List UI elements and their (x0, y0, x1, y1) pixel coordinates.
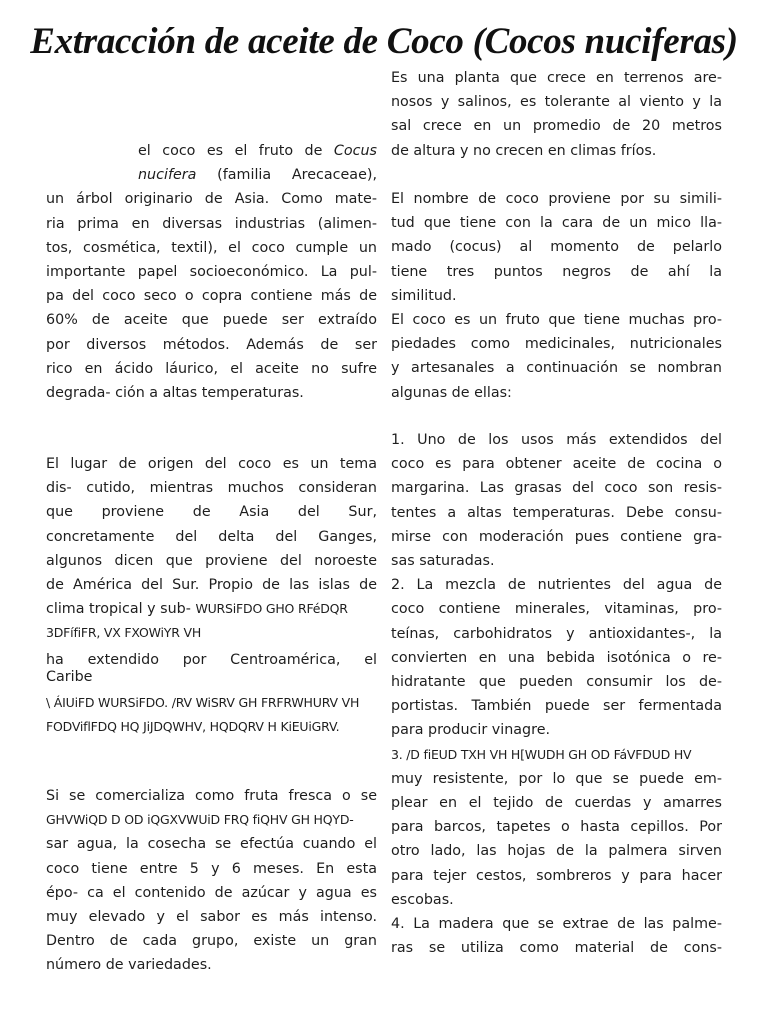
text-line: clima tropical y sub- WURSiFDO GHO RFéDQR (46, 601, 348, 618)
text-line: concretamente del delta del Ganges, (46, 528, 377, 545)
list-item-1-line: mirse con moderación pues contiene gra- (391, 528, 722, 545)
text-line: pa del coco seco o copra contiene más de (46, 288, 377, 305)
text-line: Dentro de cada grupo, existe un gran (46, 933, 377, 950)
list-item-3-line: para tejer cestos, sombreros y para hacer (391, 867, 722, 884)
list-item-3-line: otro lado, las hojas de la palmera sirven (391, 843, 722, 860)
paragraph-harvest (46, 784, 377, 978)
text-line: épo- ca el contenido de azúcar y agua es (46, 884, 377, 901)
text-line: nosos y salinos, es tolerante al viento y la (391, 94, 722, 111)
list-item-2-line: 2. La mezcla de nutrientes del agua de (391, 577, 722, 594)
text-line: nucifera (familia Arecaceae), (138, 167, 377, 184)
text-line: Caribe (46, 668, 93, 685)
list-item-4-line: 4. La madera que se extrae de las palme- (391, 916, 722, 933)
text-line: El nombre de coco proviene por su simili- (391, 191, 722, 207)
text-line: Si se comercializa como fruta fresca o se (46, 788, 377, 804)
left-column (46, 0, 377, 1024)
list-item-2-line: portistas. También puede ser fermentada (391, 698, 722, 715)
garbled-text-line: FODViflFDQ HQ JiJDQWHV, HQDQRV H KiEUiGRV. (46, 718, 340, 734)
list-item-2-line: convierten en una bebida isotónica o re- (391, 649, 722, 666)
text-line: importante papel socioeconómico. La pul- (46, 264, 377, 281)
paragraph-origin (46, 452, 377, 739)
text-line: un árbol originario de Asia. Como mate- (46, 191, 377, 208)
list-uses (391, 428, 722, 960)
list-item-2-line: coco contiene minerales, vitaminas, pro- (391, 601, 722, 618)
text-line: ha extendido por Centroamérica, el (46, 651, 377, 668)
text-line: 60% de aceite que puede ser extraído (46, 312, 377, 329)
text-line: algunas de ellas: (391, 384, 512, 401)
list-item-1-line: coco es para obtener aceite de cocina o (391, 456, 722, 473)
list-item-3-line: escobas. (391, 891, 454, 908)
text-line: mado (cocus) al momento de pelarlo (391, 239, 722, 256)
list-item-1-line: tentes a altas temperaturas. Debe consu- (391, 504, 722, 521)
page-title: Extracción de aceite de Coco (Cocos nuciferas) (30, 21, 738, 62)
text-line: y artesanales a continuación se nombran (391, 360, 722, 377)
text-line: algunos dicen que proviene del noroeste (46, 552, 377, 569)
garbled-text-line: 3DFífiFR, VX FXOWiYR VH (46, 625, 202, 641)
text-line: rico en ácido láurico, el aceite no sufre (46, 360, 377, 377)
garbled-text-line: \ ÁIUiFD WURSiFDO. /RV WiSRV GH FRFRWHURV VH (46, 694, 360, 710)
text-line: tos, cosmética, textil), el coco cumple un (46, 239, 377, 256)
text-line: sal crece en un promedio de 20 metros (391, 118, 722, 135)
garbled-text-line: 3. /D fiEUD TXH VH H[WUDH GH OD FáVFDUD HV (391, 746, 692, 762)
right-column (391, 0, 722, 1024)
list-item-1-line: margarina. Las grasas del coco son resis- (391, 480, 722, 497)
list-item-1-line: sas saturadas. (391, 553, 495, 570)
list-item-2-line: hidratante que pueden consumir los de- (391, 674, 722, 691)
paragraph-name-origin (391, 187, 722, 308)
text-line: piedades como medicinales, nutricionales (391, 336, 722, 353)
text-line: Es una planta que crece en terrenos are- (391, 70, 722, 86)
garbled-text-line: GHVWiQD D OD iQGXVWUiD FRQ fiQHV GH HQYD- (46, 812, 354, 828)
text-line: tiene tres puntos negros de ahí la (391, 263, 722, 280)
paragraph-properties (391, 308, 722, 405)
text-line: similitud. (391, 287, 457, 304)
list-item-2-line: para producir vinagre. (391, 722, 551, 739)
paragraph-coco-fruit (46, 139, 377, 405)
text-line: de altura y no crecen en climas fríos. (391, 142, 657, 159)
list-item-3-line: plear en el tejido de cuerdas y amarres (391, 795, 722, 812)
text-line: muy elevado y el sabor es más intenso. (46, 909, 377, 926)
text-line: tud que tiene con la cara de un mico lla- (391, 215, 722, 232)
text-line: coco tiene entre 5 y 6 meses. En esta (46, 860, 377, 877)
text-line: degrada- ción a altas temperaturas. (46, 385, 304, 402)
text-line: de América del Sur. Propio de las islas de (46, 577, 377, 594)
text-line: sar agua, la cosecha se efectúa cuando el (46, 836, 377, 853)
text-line: que proviene de Asia del Sur, (46, 504, 377, 521)
text-line: por diversos métodos. Además de ser (46, 336, 377, 353)
list-item-4-line: ras se utiliza como material de cons- (391, 940, 722, 957)
text-line: El lugar de origen del coco es un tema (46, 456, 377, 472)
text-line: dis- cutido, mientras muchos consideran (46, 480, 377, 497)
text-line: ria prima en diversas industrias (alimen- (46, 215, 377, 232)
list-item-1-line: 1. Uno de los usos más extendidos del (391, 432, 722, 448)
list-item-2-line: teínas, carbohidratos y antioxidantes-, la (391, 625, 722, 642)
list-item-3-line: muy resistente, por lo que se puede em- (391, 770, 722, 787)
list-item-3-line: para barcos, tapetes o hasta cepillos. Por (391, 819, 722, 836)
text-line: número de variedades. (46, 957, 212, 974)
text-line: el coco es el fruto de Cocus (138, 143, 377, 159)
text-line: El coco es un fruto que tiene muchas pro- (391, 312, 722, 328)
paragraph-plant (391, 66, 722, 163)
